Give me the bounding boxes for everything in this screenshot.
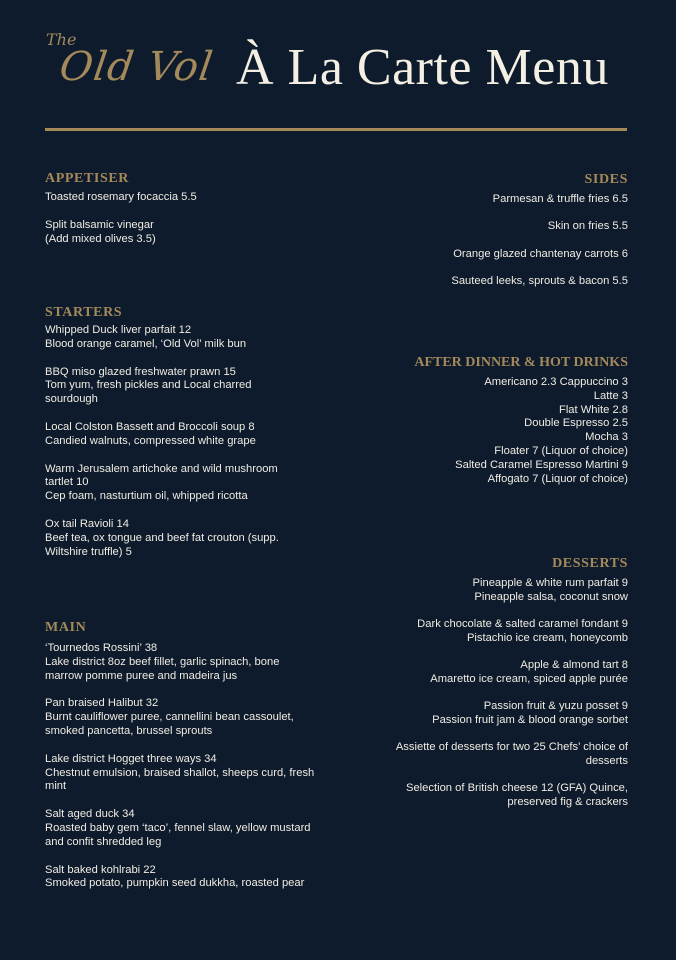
item-line: desserts (585, 755, 628, 768)
item-line: Pistachio ice cream, honeycomb (466, 631, 628, 644)
appetiser-heading: APPETISER (45, 171, 129, 186)
menu-item (328, 782, 628, 810)
item-line: Candied walnuts, compressed white grape (45, 434, 256, 447)
desserts-section (328, 556, 628, 810)
menu-item: Sauteed leeks, sprouts & bacon 5.5 (451, 274, 628, 287)
item-line: Wiltshire truffle) 5 (45, 545, 132, 558)
item-line: Pineapple & white rum parfait 9 (472, 577, 628, 589)
page-title: À La Carte Menu (236, 39, 609, 96)
logo-the: The (46, 30, 77, 49)
menu-item (45, 191, 325, 205)
menu-item (45, 697, 325, 738)
item-line: preserved fig & crackers (507, 796, 628, 809)
item-line: Pineapple salsa, coconut snow (474, 590, 628, 603)
item-line: Warm Jerusalem artichoke and wild mushroom (45, 462, 278, 475)
item-line: marrow pomme puree and madeira jus (45, 669, 238, 682)
menu-item (328, 577, 628, 605)
item-line: Chestnut emulsion, braised shallot, sheeps curd, fresh (45, 766, 315, 779)
menu-item: Flat White 2.8 (558, 403, 628, 416)
item-line: Apple & almond tart 8 (520, 659, 628, 672)
item-line: Dark chocolate & salted caramel fondant 9 (417, 618, 628, 631)
menu-item (45, 753, 325, 794)
main-section (45, 620, 325, 891)
menu-item: Floater 7 (Liquor of choice) (494, 444, 628, 457)
item-line: Roasted baby gem ‘taco’, fennel slaw, yellow mustard (45, 821, 311, 834)
menu-item (45, 642, 325, 683)
item-line: Cep foam, nasturtium oil, whipped ricotta (45, 490, 248, 503)
item-line: Local Colston Bassett and Broccoli soup 8 (45, 420, 255, 433)
item-line: Assiette of desserts for two 25 Chefs’ choice of (395, 741, 628, 754)
item-line: Amaretto ice cream, spiced apple purée (430, 672, 628, 685)
menu-item: Double Espresso 2.5 (524, 417, 628, 430)
item-line: sourdough (45, 393, 98, 406)
item-line: smoked pancetta, brussel sprouts (45, 724, 213, 737)
item-line: Burnt cauliflower puree, cannellini bean cassoulet, (45, 711, 294, 724)
item-line: Split balsamic vinegar (45, 218, 154, 231)
menu-item (45, 864, 325, 892)
item-line: Lake district Hogget three ways 34 (45, 752, 217, 765)
starters-heading: STARTERS (45, 305, 123, 320)
menu-item: Mocha 3 (585, 431, 628, 444)
menu-item: Parmesan & truffle fries 6.5 (492, 193, 628, 205)
desserts-heading: DESSERTS (552, 556, 628, 571)
item-line: BBQ miso glazed freshwater prawn 15 (45, 365, 236, 378)
item-line: Whipped Duck liver parfait 12 (45, 324, 192, 336)
menu-item (45, 808, 325, 849)
item-line: Passion fruit jam & blood orange sorbet (432, 714, 628, 727)
sides-heading: SIDES (584, 172, 628, 187)
item-line: Beef tea, ox tongue and beef fat crouton (supp. (45, 531, 279, 544)
item-line: (Add mixed olives 3.5) (45, 232, 156, 245)
menu-item (328, 659, 628, 687)
menu-item: Latte 3 (593, 389, 628, 402)
item-line: Passion fruit & yuzu posset 9 (483, 700, 628, 713)
menu-item (45, 219, 325, 247)
item-line: mint (45, 780, 67, 793)
item-line: Pan braised Halibut 32 (45, 697, 159, 710)
menu-item: Skin on fries 5.5 (547, 220, 628, 233)
menu-item (45, 463, 325, 504)
item-line: Toasted rosemary focaccia 5.5 (45, 191, 197, 203)
item-line: tartlet 10 (45, 476, 89, 489)
logo-name: Old Vol (56, 44, 217, 90)
menu-item: Salted Caramel Espresso Martini 9 (455, 458, 628, 471)
sides-section (328, 172, 628, 289)
item-line: and confit shredded leg (45, 835, 162, 848)
drinks-section (328, 355, 628, 486)
divider (45, 128, 627, 131)
menu-item (45, 518, 325, 559)
item-line: Blood orange caramel, ‘Old Vol’ milk bun (45, 337, 247, 350)
menu-item (328, 700, 628, 728)
main-heading: MAIN (45, 620, 87, 635)
menu-item (328, 618, 628, 646)
drinks-heading: AFTER DINNER & HOT DRINKS (414, 355, 628, 370)
item-line: Ox tail Ravioli 14 (45, 517, 129, 530)
item-line: Tom yum, fresh pickles and Local charred (45, 379, 252, 392)
menu-item: Orange glazed chantenay carrots 6 (453, 247, 628, 260)
menu-item (328, 741, 628, 769)
menu-item: Affogato 7 (Liquor of choice) (487, 472, 628, 485)
menu-item (45, 366, 325, 407)
logo (44, 30, 219, 102)
item-line: Smoked potato, pumpkin seed dukkha, roasted pear (45, 877, 305, 890)
starters-section (45, 305, 325, 559)
appetiser-section (45, 171, 325, 246)
item-line: Salt aged duck 34 (45, 808, 135, 821)
menu-item: Americano 2.3 Cappuccino 3 (484, 376, 628, 388)
menu-item (45, 421, 325, 449)
item-line: ‘Tournedos Rossini’ 38 (45, 642, 158, 654)
item-line: Lake district 8oz beef fillet, garlic spinach, bone (45, 655, 280, 668)
menu-item (45, 324, 325, 352)
item-line: Salt baked kohlrabi 22 (45, 863, 156, 876)
item-line: Selection of British cheese 12 (GFA) Quince, (406, 782, 628, 795)
